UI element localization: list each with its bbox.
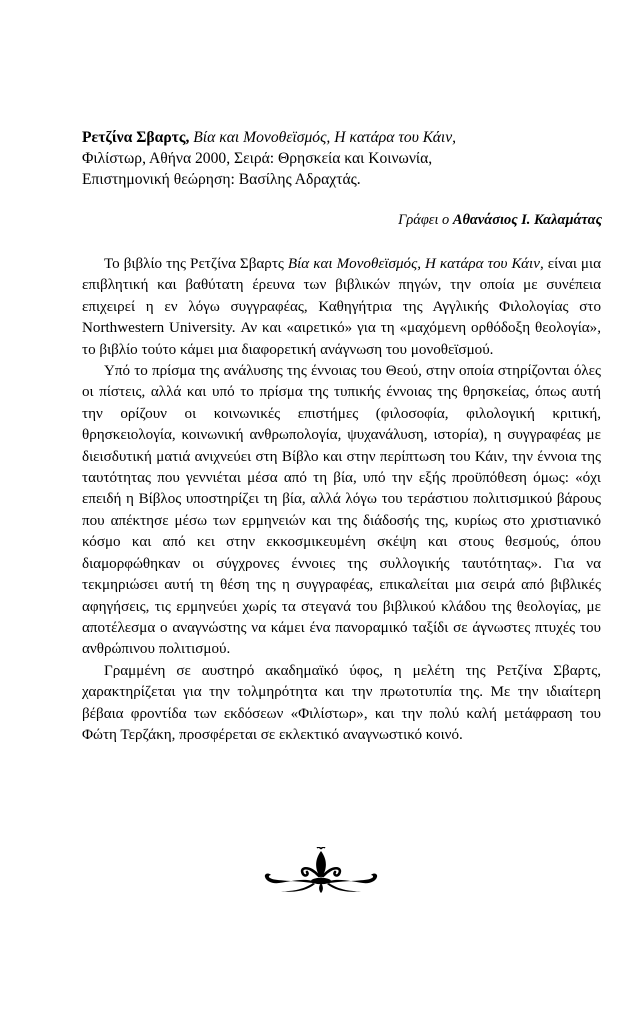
review-byline <box>398 212 602 229</box>
paragraph-2: Υπό το πρίσμα της ανάλυσης της έννοιας του Θεού, στην οποία στηρίζονται όλες οι πίστεις, αλλά και υπό το πρίσμα της τυπικής έννοιας της θρησκείας, όπως αυτή την ορίζουν οι κοινωνικές επιστήμες (φιλοσοφία, φιλολογική κριτική, θρησκειολογία, κοινωνική ανθρωπολογία, ψυχανάλυση, ιστορία), η συγγραφέας με διεισδυτική ματιά ανιχνεύει στη Βίβλο και στην περίπτωση του Κάιν, την έννοια της ταυτότητας που γεννιέται μέσα από τη βία, υπό την εξής προϋπόθεση όμως: «όχι επειδή η Βίβλος υποστηρίζει τη βία, αλλά λόγω του τεράστιου πολιτισμικού βάρους που απέκτησε μέσω των ερμηνειών και της διάδοσής της, κυρίως στο χριστιανικό κόσμο και από κει στην εκκοσμικευμένη σκέψη και στους θεσμούς, όπου διαμορφώθηκαν οι σύγχρονες έννοιες της συλλογικής ταυτότητας». Για να τεκμηριώσει αυτή τη θέση της η συγγραφέας, επικαλείται μια σειρά από βιβλικές αφηγήσεις, τις ερμηνεύει χωρίς τα στεγανά του βιβλικού κλάδου της θεολογίας, με αποτέλεσμα ο αναγνώστης να κάμει ένα πανοραμικό ταξίδι σε άγνωστες πτυχές του ανθρώπινου πολιτισμού. <box>82 363 601 658</box>
book-author: Ρετζίνα Σβαρτς, <box>82 129 190 146</box>
paragraph-1 <box>82 254 601 361</box>
paragraph-3: Γραμμένη σε αυστηρό ακαδημαϊκό ύφος, η μελέτη της Ρετζίνα Σβαρτς, χαρακτηρίζεται για την τολμηρότητα και την πρωτοτυπία της. Με την ιδιαίτερη βέβαια φροντίδα των εκδόσεων «Φιλίστωρ», και την πολύ καλή μετάφραση του Φώτη Τερζάκη, προσφέρεται σε εκλεκτικό αναγνωστικό κοινό. <box>82 662 601 743</box>
paragraph-1-start: Το βιβλίο της Ρετζίνα Σβαρτς <box>104 256 288 272</box>
review-body <box>82 254 601 746</box>
citation-publisher: Φιλίστωρ, Αθήνα 2000, Σειρά: Θρησκεία και Κοινωνία, <box>82 150 433 167</box>
book-citation <box>82 127 552 190</box>
byline-prefix: Γράφει ο <box>398 212 450 228</box>
reviewer-name: Αθανάσιος Ι. Καλαμάτας <box>452 212 602 228</box>
citation-line-1 <box>82 127 552 148</box>
citation-editor: Επιστημονική θεώρηση: Βασίλης Αδραχτάς. <box>82 171 361 188</box>
paragraph-1-book-title: Βία και Μονοθεϊσμός, Η κατάρα του Κάιν <box>287 256 540 272</box>
floral-ornament-icon <box>263 847 379 895</box>
paragraph-1-rest: , είναι μια επιβλητική και βαθύτατη έρευνα των βιβλικών πηγών, την οποία με συνέπεια επιχειρεί η εν λόγω συγγραφέας, Καθηγήτρια της Αγγλικής Φιλολογίας στο Northwestern University. Αν και «αιρετικό» για τη «μαχόμενη ορθόδοξη θεολογία», το βιβλίο τούτο κάμει μια διαφορετική ανάγνωση του μονοθεϊσμού. <box>82 256 601 358</box>
book-title: Βία και Μονοθεϊσμός, Η κατάρα του Κάιν, <box>193 129 457 146</box>
